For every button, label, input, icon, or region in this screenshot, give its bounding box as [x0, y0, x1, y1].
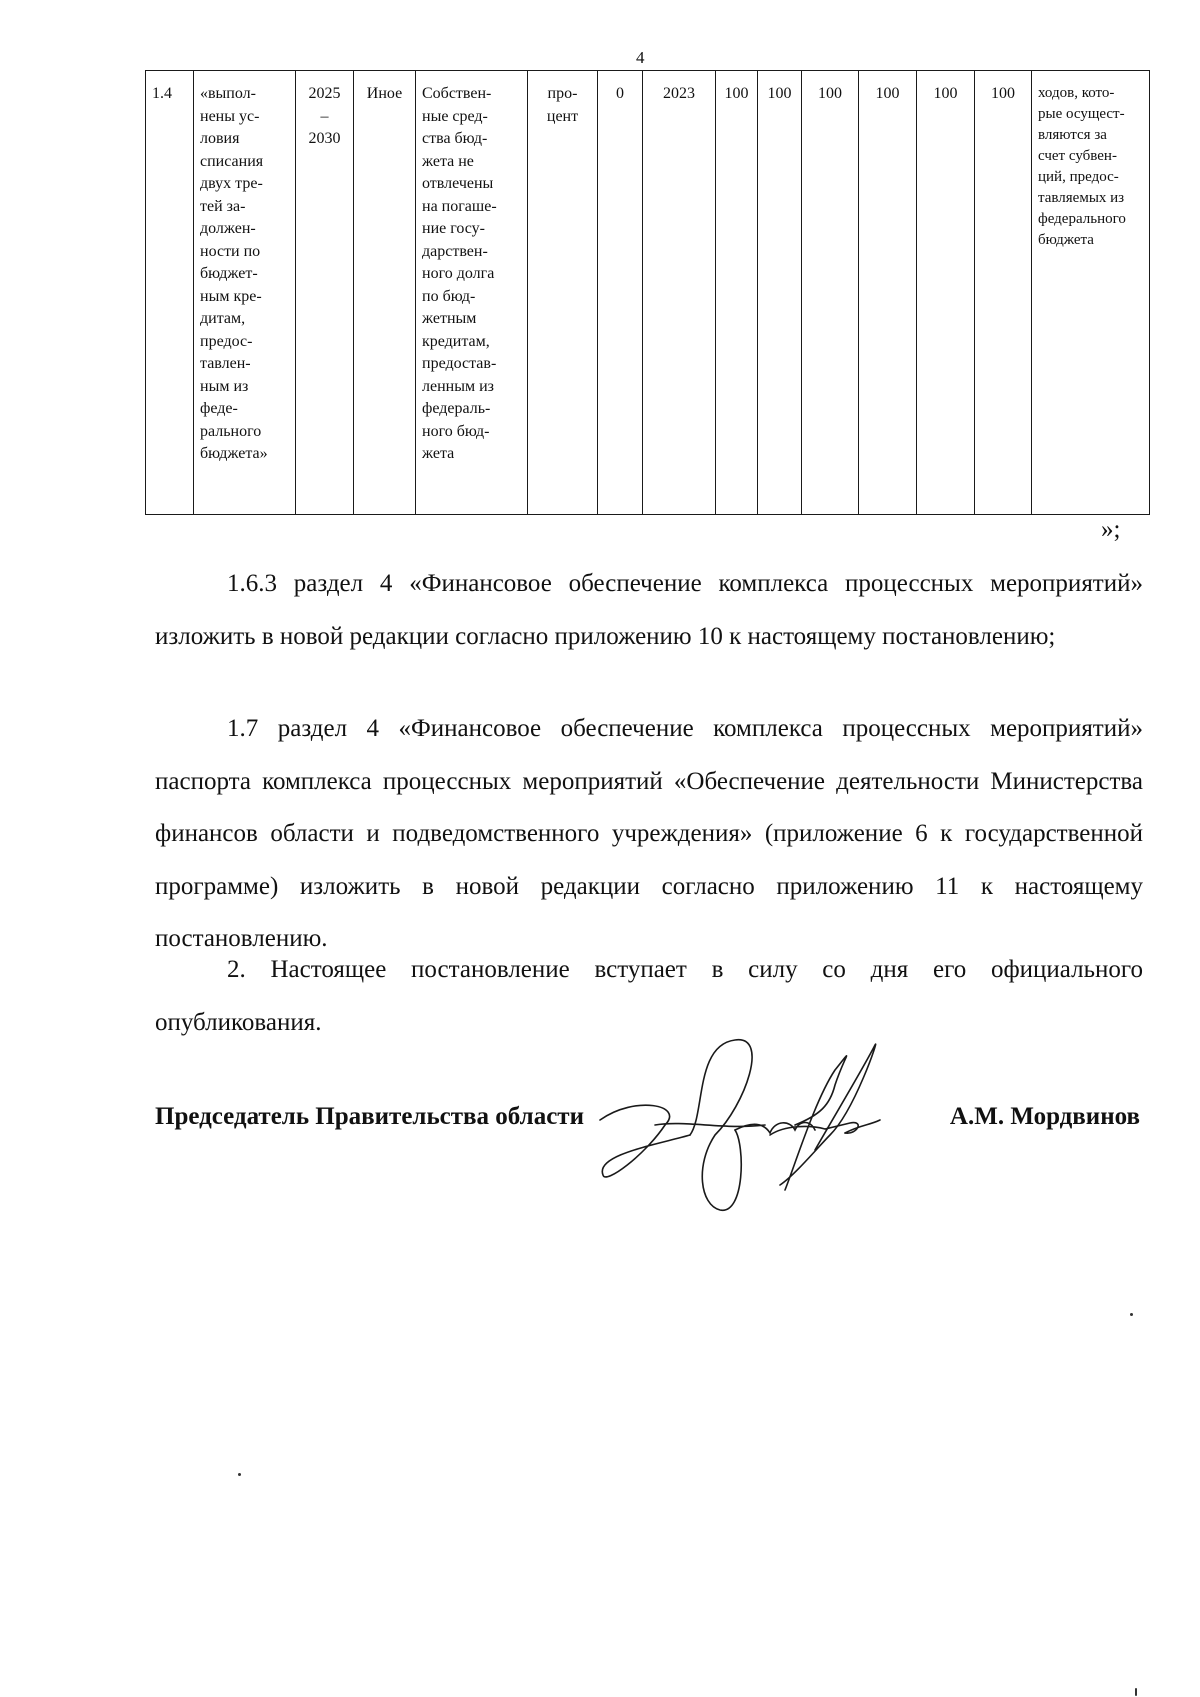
cell-value-5: 100: [917, 71, 975, 515]
handwritten-signature-icon: [595, 1025, 935, 1225]
table-closing-mark: »;: [1101, 516, 1121, 543]
cell-number: 1.4: [146, 71, 194, 515]
cell-period: 2025 – 2030: [296, 71, 354, 515]
cell-type: Иное: [354, 71, 416, 515]
cell-value-2: 100: [758, 71, 802, 515]
signer-title: Председатель Правительства области: [155, 1103, 584, 1130]
cell-base-value: 0: [598, 71, 643, 515]
cell-value-1: 100: [716, 71, 758, 515]
paragraph-2: 2. Настоящее постановление вступает в силу со дня его официального опубликования.: [155, 956, 1143, 1036]
cell-note: ходов, кото- рые осущест- вляются за счет субвен- ций, предос- тавляемых из федерального бюджета: [1032, 71, 1150, 515]
page-number: 4: [636, 48, 645, 67]
cell-value-4: 100: [859, 71, 917, 515]
cell-description: Собствен- ные сред- ства бюд- жета не отвлечены на погаше- ние госу- дарствен- ного долга по бюд- жетным кредитам, предостав- ленным из федераль- ного бюд- жета: [416, 71, 528, 515]
cell-base-year: 2023: [643, 71, 716, 515]
paragraph-1-6-3: 1.6.3 раздел 4 «Финансовое обеспечение комплекса процессных мероприятий» изложить в новой редакции согласно приложению 10 к настоящему постановлению;: [155, 570, 1143, 650]
cell-indicator-name: «выпол- нены ус- ловия списания двух тре- тей за- должен- ности по бюджет- ным кре- дитам, предос- тавлен- ным из феде- рального бюджета»: [194, 71, 296, 515]
signer-name: А.М. Мордвинов: [949, 1103, 1140, 1130]
scan-speck: [238, 1473, 241, 1476]
indicator-table: [145, 70, 1150, 515]
table-row: [146, 71, 1150, 515]
cell-unit: про- цент: [528, 71, 598, 515]
cell-value-6: 100: [975, 71, 1032, 515]
scan-speck: [1135, 1688, 1137, 1696]
scan-speck: [1130, 1313, 1133, 1316]
cell-value-3: 100: [802, 71, 859, 515]
paragraph-1-7: 1.7 раздел 4 «Финансовое обеспечение комплекса процессных мероприятий» паспорта комплекса процессных мероприятий «Обеспечение деятельности Министерства финансов области и подведомственного учреждения» (приложение 6 к государственной программе) изложить в новой редакции согласно приложению 11 к настоящему постановлению.: [155, 715, 1143, 953]
